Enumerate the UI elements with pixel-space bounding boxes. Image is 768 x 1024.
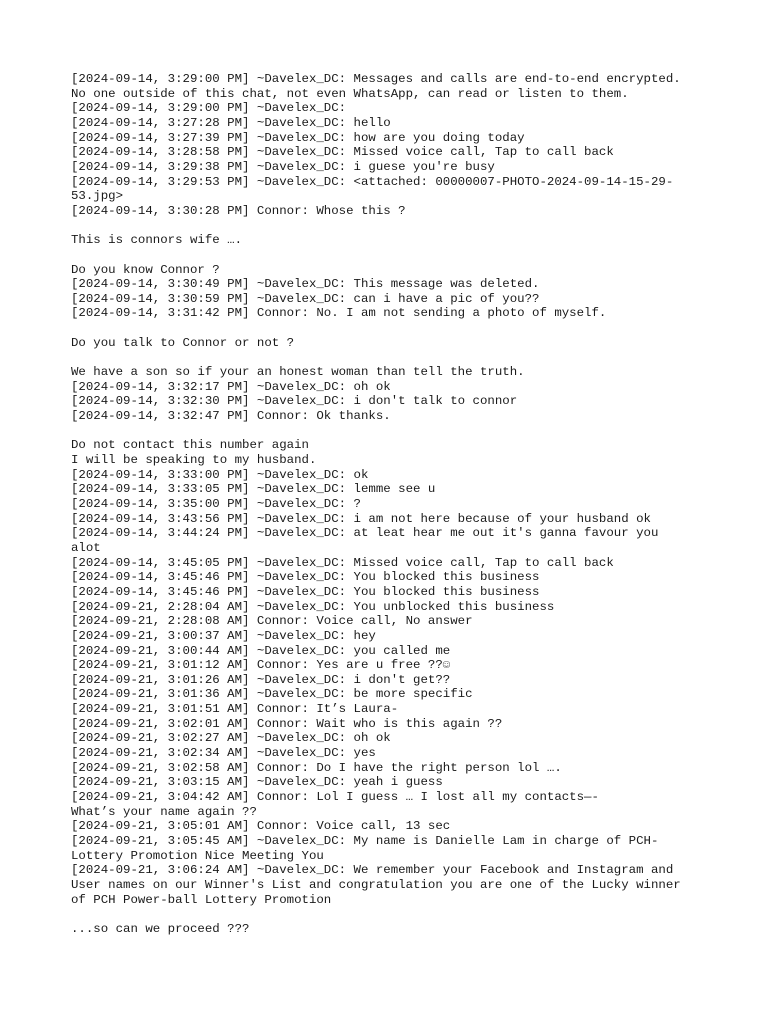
- transcript-line: [2024-09-14, 3:32:17 PM] ~Davelex_DC: oh ok: [71, 379, 391, 394]
- transcript-line: [2024-09-21, 3:02:58 AM] Connor: Do I have the right person lol ….: [71, 760, 562, 775]
- transcript-line: [2024-09-21, 2:28:08 AM] Connor: Voice call, No answer: [71, 614, 473, 629]
- transcript-line: [2024-09-14, 3:29:00 PM] ~Davelex_DC: Messages and calls are end-to-end encrypted.: [71, 72, 681, 86]
- transcript-line: [71, 350, 711, 365]
- transcript-line: [2024-09-14, 3:31:42 PM] Connor: No. I am not sending a photo of myself.: [71, 306, 607, 321]
- transcript-line: [2024-09-21, 3:03:15 AM] ~Davelex_DC: yeah i guess: [71, 775, 443, 790]
- transcript-line: We have a son so if your an honest woman than tell the truth.: [71, 365, 525, 380]
- transcript-line: [2024-09-21, 3:01:12 AM] Connor: Yes are u free ??☺: [71, 658, 451, 673]
- transcript-line: [71, 248, 711, 263]
- transcript-line: [2024-09-14, 3:29:00 PM] ~Davelex_DC:: [71, 101, 347, 116]
- transcript-line: [2024-09-21, 3:01:36 AM] ~Davelex_DC: be more specific: [71, 687, 473, 702]
- transcript-line: [2024-09-14, 3:45:46 PM] ~Davelex_DC: You blocked this business: [71, 570, 540, 585]
- transcript-line: Lottery Promotion Nice Meeting You: [71, 848, 324, 863]
- transcript-line: [2024-09-21, 3:02:27 AM] ~Davelex_DC: oh ok: [71, 731, 391, 746]
- transcript-line: [71, 219, 711, 234]
- transcript-line: [2024-09-14, 3:29:38 PM] ~Davelex_DC: i guese you're busy: [71, 159, 495, 174]
- transcript-line: [2024-09-21, 3:05:45 AM] ~Davelex_DC: My name is Danielle Lam in charge of PCH-: [71, 834, 659, 849]
- transcript-line: of PCH Power-ball Lottery Promotion: [71, 892, 332, 907]
- transcript-line: [2024-09-14, 3:27:28 PM] ~Davelex_DC: hello: [71, 115, 391, 130]
- transcript-line: [2024-09-14, 3:45:46 PM] ~Davelex_DC: You blocked this business: [71, 584, 540, 599]
- transcript-line: [2024-09-21, 3:01:51 AM] Connor: It’s Laura-: [71, 702, 399, 717]
- transcript-line: [71, 321, 711, 336]
- transcript-line: [2024-09-21, 2:28:04 AM] ~Davelex_DC: You unblocked this business: [71, 599, 555, 614]
- transcript-line: [2024-09-14, 3:32:47 PM] Connor: Ok thanks.: [71, 409, 391, 424]
- transcript-line: [2024-09-14, 3:30:49 PM] ~Davelex_DC: This message was deleted.: [71, 277, 540, 292]
- transcript-line: [2024-09-14, 3:35:00 PM] ~Davelex_DC: ?: [71, 496, 361, 511]
- transcript-line: [2024-09-14, 3:33:00 PM] ~Davelex_DC: ok: [71, 467, 369, 482]
- transcript-line: [2024-09-21, 3:02:01 AM] Connor: Wait who is this again ??: [71, 716, 503, 731]
- transcript-line: [2024-09-14, 3:33:05 PM] ~Davelex_DC: lemme see u: [71, 482, 436, 497]
- transcript-line: [2024-09-14, 3:30:59 PM] ~Davelex_DC: can i have a pic of you??: [71, 291, 540, 306]
- transcript-line: What’s your name again ??: [71, 804, 257, 819]
- transcript-line: [2024-09-14, 3:44:24 PM] ~Davelex_DC: at leat hear me out it's ganna favour you: [71, 526, 659, 541]
- transcript-line: [2024-09-14, 3:28:58 PM] ~Davelex_DC: Missed voice call, Tap to call back: [71, 145, 614, 160]
- transcript-line: [2024-09-21, 3:05:01 AM] Connor: Voice call, 13 sec: [71, 819, 451, 834]
- transcript-line: Do you talk to Connor or not ?: [71, 335, 295, 350]
- transcript-line: [2024-09-14, 3:43:56 PM] ~Davelex_DC: i am not here because of your husband ok: [71, 511, 651, 526]
- transcript-line: This is connors wife ….: [71, 233, 243, 248]
- transcript-line: [71, 907, 711, 922]
- transcript-line: Do not contact this number again: [71, 438, 309, 453]
- transcript-line: [2024-09-21, 3:00:37 AM] ~Davelex_DC: hey: [71, 628, 376, 643]
- chat-transcript: [71, 72, 711, 937]
- transcript-line: No one outside of this chat, not even WhatsApp, can read or listen to them.: [71, 86, 629, 101]
- transcript-line: [2024-09-21, 3:02:34 AM] ~Davelex_DC: yes: [71, 746, 376, 761]
- transcript-line: [71, 424, 711, 439]
- transcript-line: [2024-09-21, 3:04:42 AM] Connor: Lol I guess … I lost all my contacts—-: [71, 790, 599, 805]
- transcript-line: [2024-09-14, 3:29:53 PM] ~Davelex_DC: <attached: 00000007-PHOTO-2024-09-14-15-29-: [71, 174, 674, 189]
- transcript-line: alot: [71, 540, 101, 555]
- transcript-line: [2024-09-21, 3:00:44 AM] ~Davelex_DC: you called me: [71, 643, 451, 658]
- transcript-line: 53.jpg>: [71, 189, 124, 204]
- transcript-line: [2024-09-14, 3:32:30 PM] ~Davelex_DC: i don't talk to connor: [71, 394, 518, 409]
- transcript-line: ...so can we proceed ???: [71, 921, 250, 936]
- transcript-line: [2024-09-14, 3:30:28 PM] Connor: Whose this ?: [71, 203, 406, 218]
- transcript-line: I will be speaking to my husband.: [71, 452, 317, 467]
- transcript-line: User names on our Winner's List and congratulation you are one of the Lucky winner: [71, 878, 681, 893]
- transcript-line: [2024-09-21, 3:06:24 AM] ~Davelex_DC: We remember your Facebook and Instagram and: [71, 863, 674, 878]
- transcript-line: [2024-09-14, 3:27:39 PM] ~Davelex_DC: how are you doing today: [71, 130, 525, 145]
- transcript-line: [2024-09-14, 3:45:05 PM] ~Davelex_DC: Missed voice call, Tap to call back: [71, 555, 614, 570]
- transcript-line: Do you know Connor ?: [71, 262, 220, 277]
- transcript-line: [2024-09-21, 3:01:26 AM] ~Davelex_DC: i don't get??: [71, 672, 451, 687]
